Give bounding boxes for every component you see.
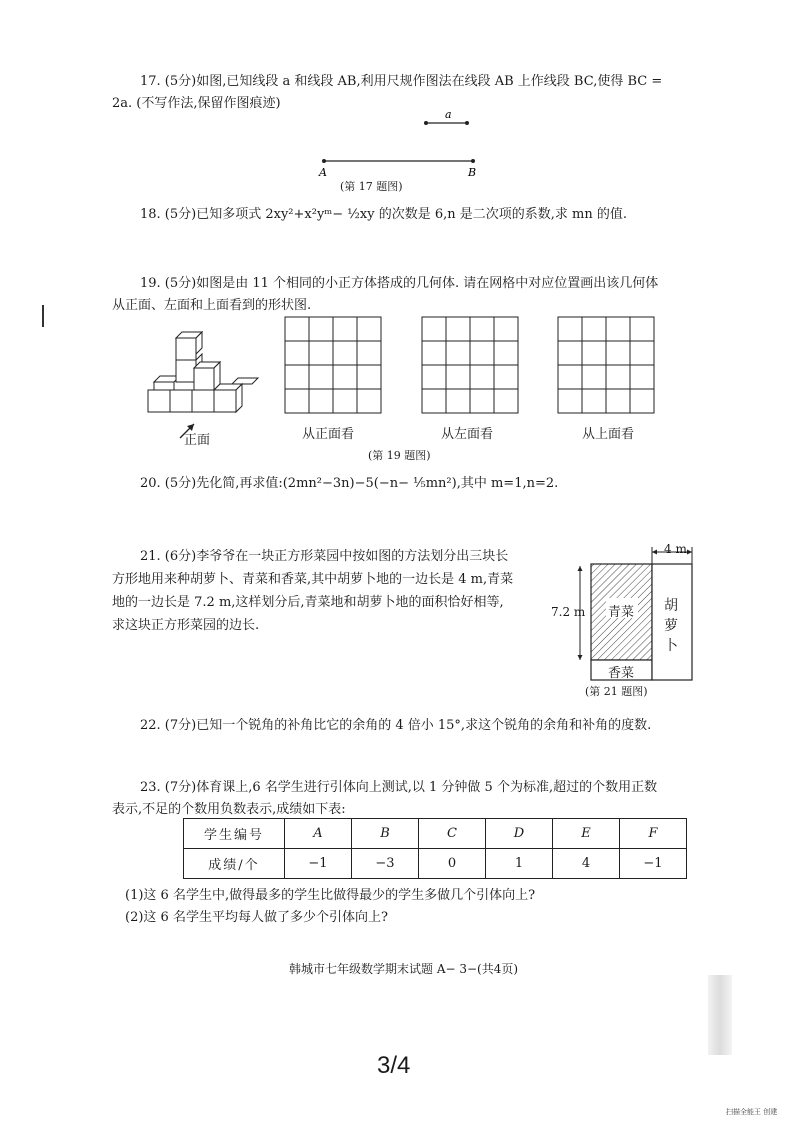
scan-mark [42,305,44,327]
q21-line1: 21. (6分)李爷爷在一块正方形菜园中按如图的方法划分出三块长 [140,549,509,564]
table-cell: A [285,819,352,849]
table-cell: −3 [352,849,419,879]
q22-text: 22. (7分)已知一个锐角的补角比它的余角的 4 倍小 15°,求这个锐角的余角和补角的度数. [140,718,652,733]
q18-text: 18. (5分)已知多项式 2xy²+x²yᵐ− ½xy 的次数是 6,n 是二次项的系数,求 mn 的值. [140,207,627,222]
q17-line1: 17. (5分)如图,已知线段 a 和线段 AB,利用尺规作图法在线段 AB 上作线段 BC,使得 BC = [140,74,663,89]
score-table [183,818,687,879]
table-cell: 4 [553,849,620,879]
table-cell: −1 [620,849,687,879]
label-b: B [468,166,477,179]
label-a: A [319,166,327,179]
grid-top [557,316,657,416]
segment-a-label: a [445,108,452,121]
grid-front [284,316,384,416]
q21-line2: 方形地用来种胡萝卜、青菜和香菜,其中胡萝卜地的一边长是 4 m,青菜 [112,572,514,587]
table-cell: −1 [285,849,352,879]
grid-label-left: 从左面看 [441,427,494,442]
table-row [184,819,687,849]
segment-a-endpoint [465,121,469,125]
grid-left [421,316,521,416]
q23-sub1: (1)这 6 名学生中,做得最多的学生比做得最少的学生多做几个引体向上? [125,888,536,903]
table-cell: F [620,819,687,849]
table-cell: 1 [486,849,553,879]
table-cell: 0 [419,849,486,879]
table-header-cell: 成绩/个 [184,849,285,879]
table-row [184,849,687,879]
q21-line4: 求这块正方形菜园的边长. [112,618,260,633]
q21-caption: (第 21 题图) [585,685,648,698]
page-footer: 韩城市七年级数学期末试题 A− 3−(共4页) [289,962,519,976]
table-cell: E [553,819,620,849]
q20-text: 20. (5分)先化简,再求值:(2mn²−3n)−5(−n− ⅕mn²),其中 m=1,n=2. [140,476,559,491]
label-huluobo: 胡萝卜 [664,598,678,654]
q21-line3: 地的一边长是 7.2 m,这样划分后,青菜地和胡萝卜地的面积恰好相等, [112,595,504,610]
q23-sub2: (2)这 6 名学生平均每人做了多少个引体向上? [125,910,388,925]
q17-line2: 2a. (不写作法,保留作图痕迹) [112,96,281,111]
point-a [322,159,326,163]
scan-edge-shadow [708,975,732,1055]
grid-label-top: 从上面看 [582,427,635,442]
point-b [471,159,475,163]
q23-line2: 表示,不足的个数用负数表示,成绩如下表: [112,802,346,817]
height-label: 7.2 m [551,605,586,619]
segment-a-endpoint [424,121,428,125]
table-cell: C [419,819,486,849]
grid-label-front: 从正面看 [302,427,355,442]
width-label: 4 m [664,542,687,556]
page-indicator: 3/4 [377,1052,411,1079]
q17-caption: (第 17 题图) [340,180,403,193]
label-qingcai: 青菜 [608,605,635,620]
front-label: 正面 [184,433,211,448]
q19-line2: 从正面、左面和上面看到的形状图. [112,298,312,313]
q19-line1: 19. (5分)如图是由 11 个相同的小正方体搭成的几何体. 请在网格中对应位置画出该几何体 [140,276,659,291]
scanner-watermark: 扫描全能王 创建 [726,1108,778,1116]
table-header-cell: 学生编号 [184,819,285,849]
table-cell: B [352,819,419,849]
q19-caption: (第 19 题图) [368,449,431,462]
label-xiangcai: 香菜 [608,666,635,681]
q23-line1: 23. (7分)体育课上,6 名学生进行引体向上测试,以 1 分钟做 5 个为标准,超过的个数用正数 [140,780,658,795]
table-cell: D [486,819,553,849]
